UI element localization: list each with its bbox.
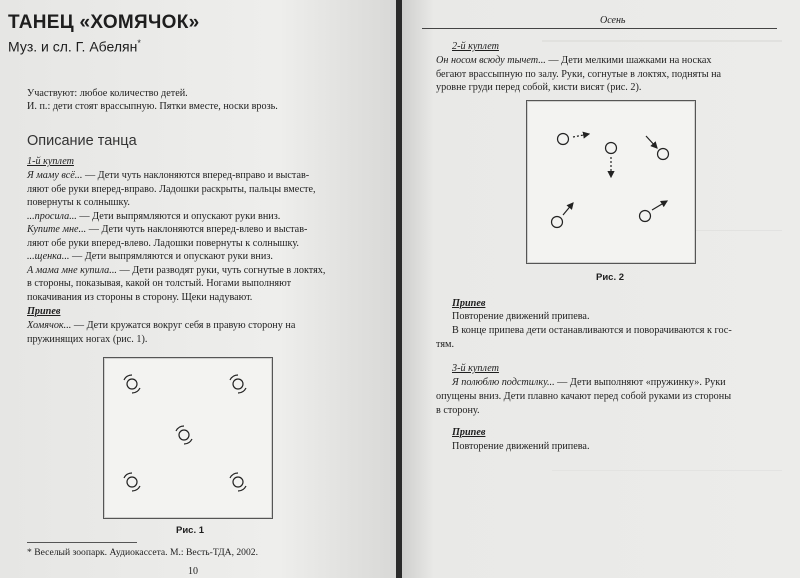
verse1-lead: ...щенка...: [27, 251, 70, 262]
dancer-marker: [552, 217, 563, 228]
figure-2-svg: [527, 101, 695, 263]
dancer-marker: [640, 211, 651, 222]
left-page: [0, 0, 398, 578]
page-number: 10: [188, 566, 198, 577]
verse3-lead: Я полюблю подстилку...: [452, 377, 555, 388]
dancer-marker: [230, 375, 246, 393]
verse2-line: уровне груди перед собой, кисти висят (рис. 2).: [436, 82, 642, 93]
verse1-text: в стороны, показывая, какой он толстый. Ногами выполняют: [27, 278, 292, 289]
verse1-text: — Дети выпрямляются и опускают руки вниз.: [76, 210, 281, 222]
chorus-heading: Припев: [27, 306, 61, 317]
verse1-lead: Купите мне...: [27, 224, 87, 235]
dancer-marker: [230, 473, 246, 491]
verse1-text: — Дети выпрямляются и опускают руки вниз.: [69, 251, 273, 262]
section-heading: Описание танца: [27, 133, 137, 149]
verse1-line: [27, 250, 389, 264]
chorus-line-1: [27, 319, 295, 333]
running-head: Осень: [600, 15, 626, 26]
dance-credits: [8, 38, 141, 55]
verse1-text: ляют обе руки вперед-влево. Ладошки повернуты к солнышку.: [27, 237, 299, 249]
figure-2-caption: Рис. 2: [596, 272, 625, 283]
chorus2-line: Повторение движений припева.: [452, 441, 590, 452]
verse2-line: [436, 54, 786, 68]
verse1-heading: 1-й куплет: [27, 156, 74, 167]
figure-2-diagram: [526, 100, 696, 264]
dance-title: ТАНЕЦ «ХОМЯЧОК»: [8, 12, 200, 33]
verse3-line: опущены вниз. Дети плавно качают перед собой руками из стороны: [436, 391, 732, 402]
verse1-text: [27, 169, 389, 304]
chorus-lead: Хомячок...: [27, 320, 72, 331]
verse1-text: — Дети разводят руки, чуть согнутые в локтях,: [116, 264, 326, 276]
right-page: [402, 0, 800, 578]
dancer-marker: [558, 134, 569, 145]
verse1-lead: ...просила...: [27, 210, 77, 222]
verse1-text: покачивания из стороны в сторону. Щеки надувают.: [27, 291, 253, 303]
verse1-line: [27, 169, 389, 183]
footnote-text: * Веселый зоопарк. Аудиокассета. М.: Весть-ТДА, 2002.: [27, 547, 258, 558]
verse1-text: повернуты к солнышку.: [27, 197, 130, 208]
verse1-text: — Дети чуть наклоняются вперед-вправо и выстав-: [82, 170, 310, 181]
verse1-line: [27, 291, 389, 305]
verse3-text-0: — Дети выполняют «пружинку». Руки: [554, 377, 726, 388]
bleedthrough-line: [542, 40, 782, 43]
chorus-text-1: — Дети кружатся вокруг себя в правую сторону на: [71, 320, 296, 331]
participants-line: Участвуют: любое количество детей.: [27, 88, 188, 99]
verse1-text: — Дети чуть наклоняются вперед-влево и выстав-: [86, 224, 308, 235]
verse2-line: бегают врассыпную по залу. Руки, согнутые в локтях, подняты на: [436, 68, 722, 80]
verse2-lead: Он носом всюду тычет...: [436, 55, 546, 66]
dancer-marker: [176, 426, 192, 444]
chorus-line: тям.: [436, 339, 454, 350]
verse1-line: [27, 264, 389, 278]
verse1-line: [27, 223, 389, 237]
credits-text: Муз. и сл. Г. Абелян: [8, 38, 138, 55]
figure-1-diagram: [103, 357, 273, 519]
verse1-line: [27, 277, 389, 291]
chorus-line: В конце припева дети останавливаются и поворачиваются к гос-: [452, 325, 732, 336]
verse1-line: [27, 196, 389, 210]
start-position-line: И. п.: дети стоят врассыпную. Пятки вместе, носки врозь.: [27, 101, 278, 112]
dancer-marker: [124, 375, 140, 393]
footnote-mark: *: [137, 38, 141, 48]
verse1-lead: А мама мне купила...: [27, 264, 117, 276]
chorus-line-2: пружинящих ногах (рис. 1).: [27, 334, 148, 345]
header-rule: [422, 28, 777, 29]
chorus-line: Повторение движений припева.: [452, 311, 590, 322]
verse1-line: [27, 210, 389, 224]
verse2-heading: 2-й куплет: [452, 41, 499, 52]
dancer-marker: [658, 149, 669, 160]
figure-1-svg: [104, 358, 272, 518]
verse1-text: ляют обе руки вперед-вправо. Ладошки раскрыты, пальцы вместе,: [27, 183, 316, 195]
dancer-marker: [606, 143, 617, 154]
verse2-text-0: — Дети мелкими шажками на носках: [545, 55, 712, 66]
verse1-line: [27, 183, 389, 197]
bleedthrough-line: [552, 470, 782, 472]
verse2-text: [436, 54, 786, 95]
verse3-heading: 3-й куплет: [452, 363, 499, 374]
verse3-line: в сторону.: [436, 405, 480, 416]
footnote-rule: [27, 542, 137, 543]
verse1-lead: Я маму всё...: [27, 170, 83, 181]
verse1-line: [27, 237, 389, 251]
chorus-heading: Припев: [452, 298, 486, 309]
figure-1-caption: Рис. 1: [176, 525, 205, 536]
chorus2-heading: Припев: [452, 427, 486, 438]
verse3-line: [452, 376, 726, 390]
dancer-marker: [124, 473, 140, 491]
